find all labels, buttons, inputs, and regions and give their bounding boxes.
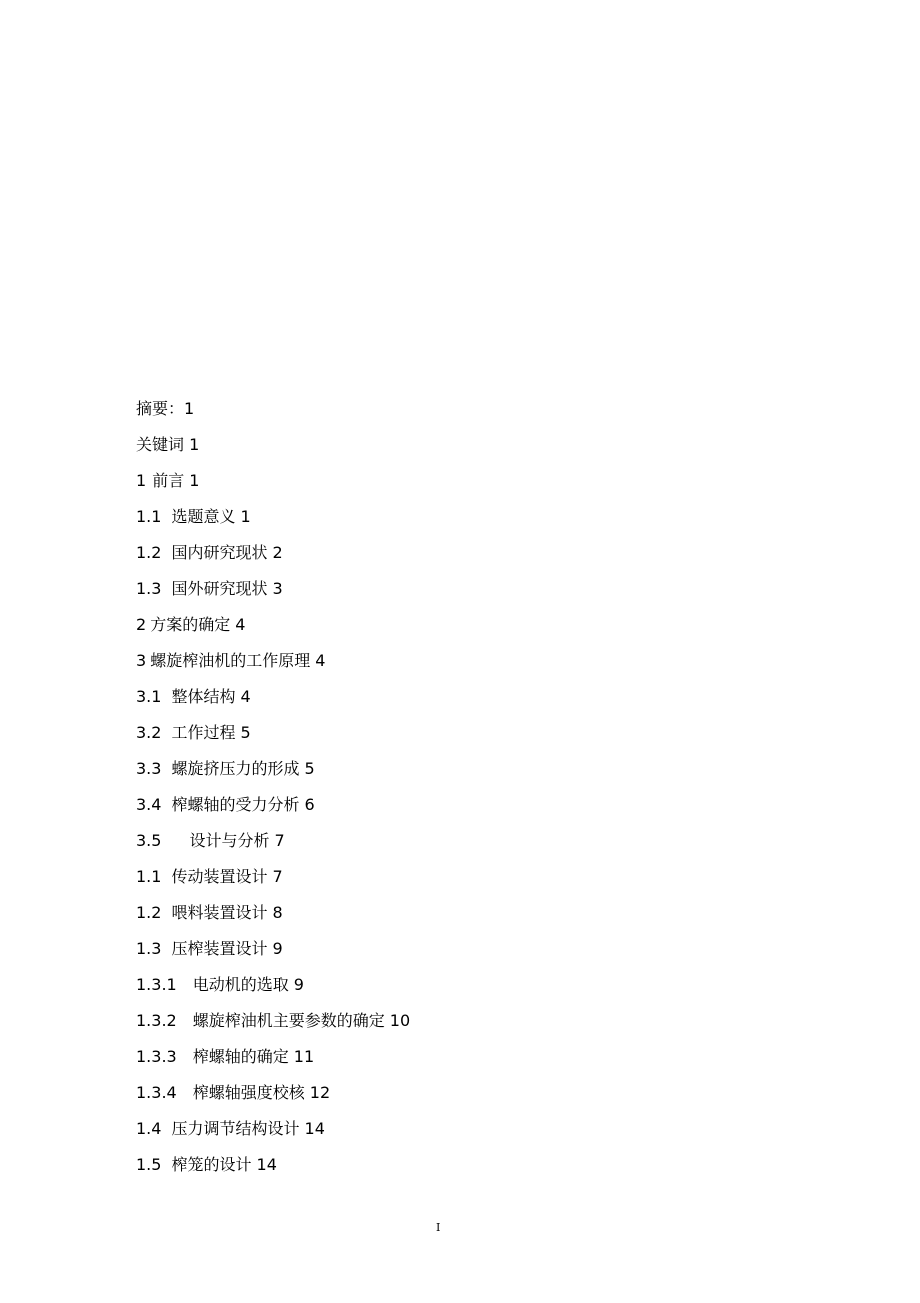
toc-entry[interactable] bbox=[136, 967, 410, 1003]
toc-entry-number: 1.3.4 bbox=[136, 1083, 177, 1102]
toc-entry-number: 3.1 bbox=[136, 687, 162, 706]
toc-entry-title: 榨笼的设计 14 bbox=[171, 1155, 277, 1174]
toc-entry-title: 整体结构 4 bbox=[171, 687, 251, 706]
toc-entry[interactable] bbox=[136, 679, 410, 715]
toc-entry[interactable] bbox=[136, 931, 410, 967]
toc-entry-title: 摘要：1 bbox=[136, 399, 195, 418]
toc-entry[interactable] bbox=[136, 787, 410, 823]
toc-entry-number: 1.1 bbox=[136, 507, 162, 526]
toc-entry-number: 1.2 bbox=[136, 903, 162, 922]
toc-entry-number: 3.3 bbox=[136, 759, 162, 778]
toc-entry-number: 1.3.1 bbox=[136, 975, 177, 994]
toc-entry[interactable] bbox=[136, 895, 410, 931]
toc-entry-number: 1.2 bbox=[136, 543, 162, 562]
toc-entry-number: 1.4 bbox=[136, 1119, 162, 1138]
toc-entry[interactable] bbox=[136, 859, 410, 895]
toc-entry-title: 国外研究现状 3 bbox=[171, 579, 283, 598]
toc-entry[interactable] bbox=[136, 1075, 410, 1111]
toc-entry-number: 1.3.2 bbox=[136, 1011, 177, 1030]
toc-entry[interactable] bbox=[136, 1039, 410, 1075]
toc-entry-number: 1.3.3 bbox=[136, 1047, 177, 1066]
toc-entry[interactable] bbox=[136, 751, 410, 787]
toc-entry-title: 压榨装置设计 9 bbox=[171, 939, 283, 958]
toc-entry[interactable] bbox=[136, 535, 410, 571]
toc-entry-number: 1.3 bbox=[136, 579, 162, 598]
toc-entry-number: 3.5 bbox=[136, 831, 162, 850]
toc-entry-number: 3.2 bbox=[136, 723, 162, 742]
toc-entry-title: 榨螺轴的受力分析 6 bbox=[171, 795, 315, 814]
toc-entry[interactable] bbox=[136, 463, 410, 499]
toc-entry-keywords[interactable] bbox=[136, 427, 410, 463]
toc-entry[interactable] bbox=[136, 1003, 410, 1039]
toc-entry-number: 1 bbox=[136, 471, 147, 490]
toc-entry[interactable] bbox=[136, 715, 410, 751]
table-of-contents bbox=[136, 391, 410, 1183]
toc-entry-title: 工作过程 5 bbox=[171, 723, 251, 742]
toc-entry-title: 国内研究现状 2 bbox=[171, 543, 283, 562]
toc-entry-title: 电动机的选取 9 bbox=[192, 975, 304, 994]
toc-entry-number: 1.5 bbox=[136, 1155, 162, 1174]
toc-entry-title: 设计与分析 7 bbox=[189, 831, 285, 850]
toc-entry-number: 2 bbox=[136, 615, 147, 634]
toc-entry-title: 关键词 1 bbox=[136, 435, 200, 454]
toc-entry-title: 压力调节结构设计 14 bbox=[171, 1119, 325, 1138]
toc-entry-title: 榨螺轴强度校核 12 bbox=[192, 1083, 331, 1102]
toc-entry-number: 3.4 bbox=[136, 795, 162, 814]
toc-entry-abstract[interactable] bbox=[136, 391, 410, 427]
toc-entry[interactable] bbox=[136, 571, 410, 607]
toc-entry[interactable] bbox=[136, 643, 410, 679]
toc-entry-title: 方案的确定 4 bbox=[150, 615, 246, 634]
toc-entry-title: 选题意义 1 bbox=[171, 507, 251, 526]
toc-entry-title: 喂料装置设计 8 bbox=[171, 903, 283, 922]
toc-entry-title: 榨螺轴的确定 11 bbox=[192, 1047, 315, 1066]
toc-entry[interactable] bbox=[136, 607, 410, 643]
toc-entry-title: 前言 1 bbox=[152, 471, 200, 490]
toc-entry[interactable] bbox=[136, 499, 410, 535]
toc-entry-title: 螺旋榨油机的工作原理 4 bbox=[150, 651, 326, 670]
toc-entry-number: 1.1 bbox=[136, 867, 162, 886]
toc-entry[interactable] bbox=[136, 823, 410, 859]
toc-entry[interactable] bbox=[136, 1111, 410, 1147]
toc-entry[interactable] bbox=[136, 1147, 410, 1183]
toc-entry-title: 螺旋榨油机主要参数的确定 10 bbox=[192, 1011, 411, 1030]
toc-entry-title: 传动装置设计 7 bbox=[171, 867, 283, 886]
toc-entry-number: 1.3 bbox=[136, 939, 162, 958]
toc-entry-number: 3 bbox=[136, 651, 147, 670]
toc-entry-title: 螺旋挤压力的形成 5 bbox=[171, 759, 315, 778]
page-number: I bbox=[436, 1221, 441, 1234]
